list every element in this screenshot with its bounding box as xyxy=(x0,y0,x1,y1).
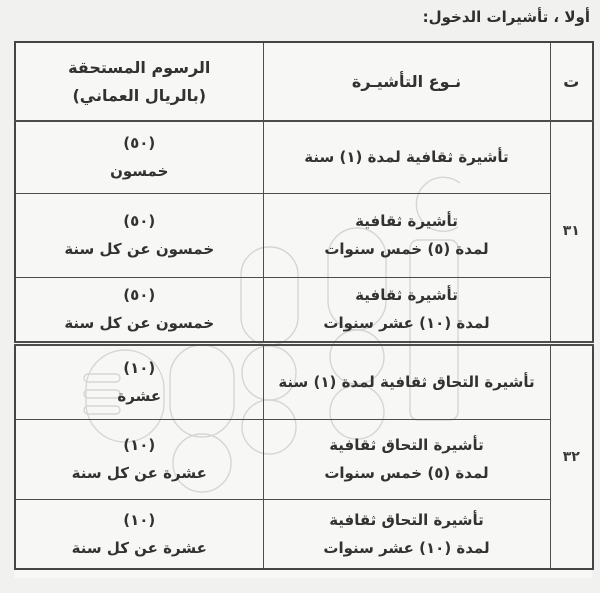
fee-words: خمسون عن كل سنة xyxy=(64,240,215,258)
serial-cell-31: ٣١ xyxy=(550,121,593,343)
table-row xyxy=(15,193,593,277)
fee-cell xyxy=(15,277,263,343)
fee-cell xyxy=(15,419,263,499)
visa-type-cell xyxy=(263,343,550,419)
fee-cell xyxy=(15,193,263,277)
visa-type-cell xyxy=(263,121,550,193)
visa-type-text: تأشيرة التحاق ثقافية xyxy=(329,510,484,529)
visa-type-text: تأشيرة التحاق ثقافية xyxy=(329,436,484,454)
table-row xyxy=(15,343,593,419)
visa-type-cell xyxy=(263,193,550,277)
table-row xyxy=(15,419,593,499)
fee-cell xyxy=(15,343,263,419)
serial-cell-32: ٣٢ xyxy=(550,343,593,569)
visa-fees-table xyxy=(14,41,594,570)
table-row xyxy=(15,499,593,569)
fee-amount: (٥٠) xyxy=(123,134,156,153)
fee-amount: (٥٠) xyxy=(123,286,156,304)
visa-type-text: لمدة (١٠) عشر سنوات xyxy=(323,538,490,557)
visa-type-text: لمدة (٥) خمس سنوات xyxy=(324,464,489,482)
visa-type-text: تأشيرة التحاق ثقافية لمدة (١) سنة xyxy=(278,373,535,391)
fee-cell xyxy=(15,121,263,193)
fee-words: خمسون xyxy=(110,162,169,181)
fee-words: عشرة عن كل سنة xyxy=(71,464,207,482)
fee-cell xyxy=(15,499,263,569)
header-fees xyxy=(15,42,263,121)
header-fees-line2: (بالريال العماني) xyxy=(72,85,207,105)
visa-type-text: تأشيرة ثقافية xyxy=(355,286,458,304)
fee-words: عشرة xyxy=(117,387,162,405)
visa-type-cell xyxy=(263,277,550,343)
table-row xyxy=(15,277,593,343)
fee-amount: (١٠) xyxy=(123,510,156,529)
header-fees-line1: الرسوم المستحقة xyxy=(68,57,211,77)
visa-type-text: تأشيرة ثقافية لمدة (١) سنة xyxy=(304,148,509,167)
page-title: أولا ، تأشيرات الدخول: xyxy=(422,8,590,26)
fee-words: خمسون عن كل سنة xyxy=(64,314,215,332)
visa-type-cell xyxy=(263,499,550,569)
fee-amount: (١٠) xyxy=(123,436,156,454)
fee-amount: (٥٠) xyxy=(123,212,156,230)
header-visa-type: نـوع التأشيـرة xyxy=(263,42,550,121)
visa-type-text: تأشيرة ثقافية xyxy=(355,212,458,230)
table-header-row xyxy=(15,42,593,121)
fee-amount: (١٠) xyxy=(123,359,156,377)
fee-words: عشرة عن كل سنة xyxy=(71,538,207,557)
visa-type-text: لمدة (١٠) عشر سنوات xyxy=(323,314,490,332)
visa-type-cell xyxy=(263,419,550,499)
table-row xyxy=(15,121,593,193)
header-serial: ت xyxy=(550,42,593,121)
visa-type-text: لمدة (٥) خمس سنوات xyxy=(324,240,489,258)
